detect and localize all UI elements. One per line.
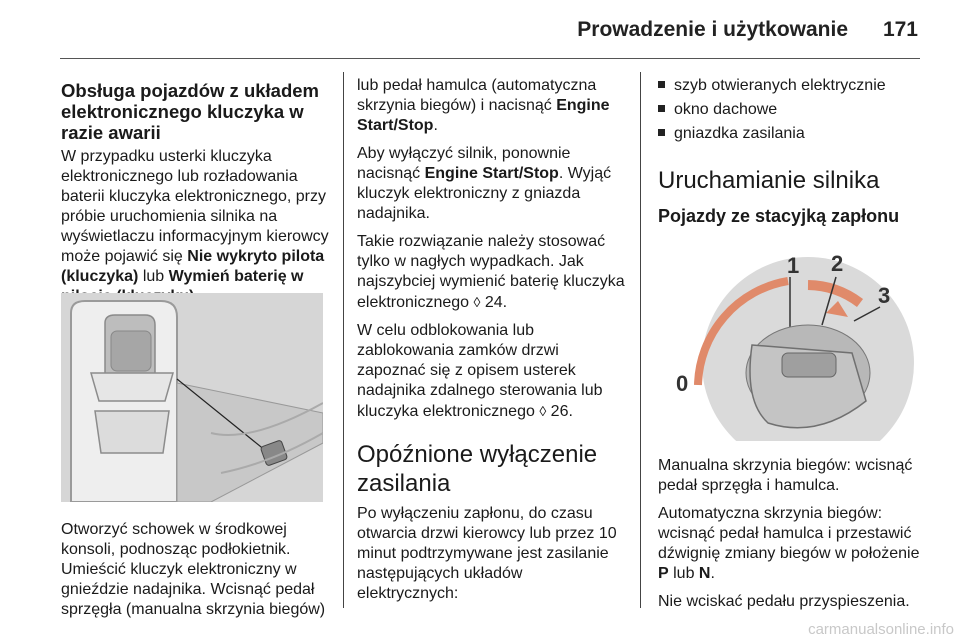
page-reference-icon: ◊ xyxy=(539,403,547,419)
column-divider xyxy=(640,72,641,608)
watermark: carmanualsonline.info xyxy=(808,621,954,638)
bullet-icon xyxy=(658,81,665,88)
column-middle xyxy=(357,76,625,612)
position-label-2: 2 xyxy=(831,251,844,276)
column-right-bottom xyxy=(658,456,926,620)
column-divider xyxy=(343,72,344,608)
paragraph-3: Takie rozwiązanie należy stosować tylko w nagłych wypadkach. Jak najszybciej wymienić baterię kluczyka elektronicznego ◊ 24. xyxy=(357,233,625,311)
automatic-gearbox-paragraph: Automatyczna skrzynia biegów: wcisnąć pedał hamulca i przestawić dźwignię zmiany biegów w położenie P lub N. xyxy=(658,505,920,582)
list-item: gniazdka zasilania xyxy=(658,124,926,144)
instruction-paragraph: Otworzyć schowek w środkowej konsoli, podnosząc podłokietnik. Umieścić kluczyk elektroniczny w gnieździe nadajnika. Wcisnąć pedał sprzęgła (manualna skrzynia biegów) xyxy=(61,521,326,618)
paragraph-5: Po wyłączeniu zapłonu, do czasu otwarcia drzwi kierowcy lub przez 10 minut podtrzymywane jest zasilanie następujących układów elektrycznych: xyxy=(357,505,617,602)
page-number: 171 xyxy=(882,18,918,41)
console-key-slot-figure xyxy=(61,293,323,502)
list-item: szyb otwieranych elektrycznie xyxy=(658,76,926,96)
paragraph-4: W celu odblokowania lub zablokowania zamków drzwi zapoznać się z opisem usterek nadajnika zdalnego sterowania lub kluczyka elektronicznego ◊ 26. xyxy=(357,322,603,420)
intro-paragraph: W przypadku usterki kluczyka elektronicznego lub rozładowania baterii kluczyka elektronicznego, przy próbie uruchomienia silnika na wyświetlaczu informacyjnym kierowcy może pojawić się Nie wykryto pilota (kluczyka) lub Wymień baterię w xyxy=(61,148,329,285)
list-item: okno dachowe xyxy=(658,100,926,120)
console-illustration xyxy=(61,293,323,502)
accelerator-warning-paragraph: Nie wciskać pedału przyspieszenia. xyxy=(658,593,910,610)
position-label-3: 3 xyxy=(878,283,891,308)
bullet-icon xyxy=(658,105,665,112)
section-heading: Uruchamianie silnika xyxy=(658,167,880,194)
column-left xyxy=(61,70,333,315)
paragraph-2: Aby wyłączyć silnik, ponownie nacisnąć Engine Start/Stop. Wyjąć kluczyk elektroniczny z gniazda nadajnika. xyxy=(357,145,612,222)
section-heading: Opóźnione wyłączenie zasilania xyxy=(357,441,598,497)
section-heading: Obsługa pojazdów z układem elektronicznego kluczyka w razie awarii xyxy=(61,80,320,143)
paragraph-1: lub pedał hamulca (automatyczna skrzynia biegów) i nacisnąć Engine Start/Stop. xyxy=(357,77,610,134)
manual-gearbox-paragraph: Manualna skrzynia biegów: wcisnąć pedał sprzęgła i hamulca. xyxy=(658,457,913,494)
position-label-0: 0 xyxy=(676,371,689,396)
page-reference-icon: ◊ xyxy=(473,294,481,310)
ignition-switch-figure xyxy=(658,233,920,441)
header-divider xyxy=(60,58,920,59)
bullet-icon xyxy=(658,129,665,136)
column-right xyxy=(658,76,926,241)
column-left-bottom xyxy=(61,520,333,628)
page-title: Prowadzenie i użytkowanie xyxy=(577,18,848,41)
ignition-illustration xyxy=(658,233,920,441)
page-header xyxy=(0,0,960,62)
section-subheading: Pojazdy ze stacyjką zapłonu xyxy=(658,206,900,226)
position-label-1: 1 xyxy=(787,253,800,278)
